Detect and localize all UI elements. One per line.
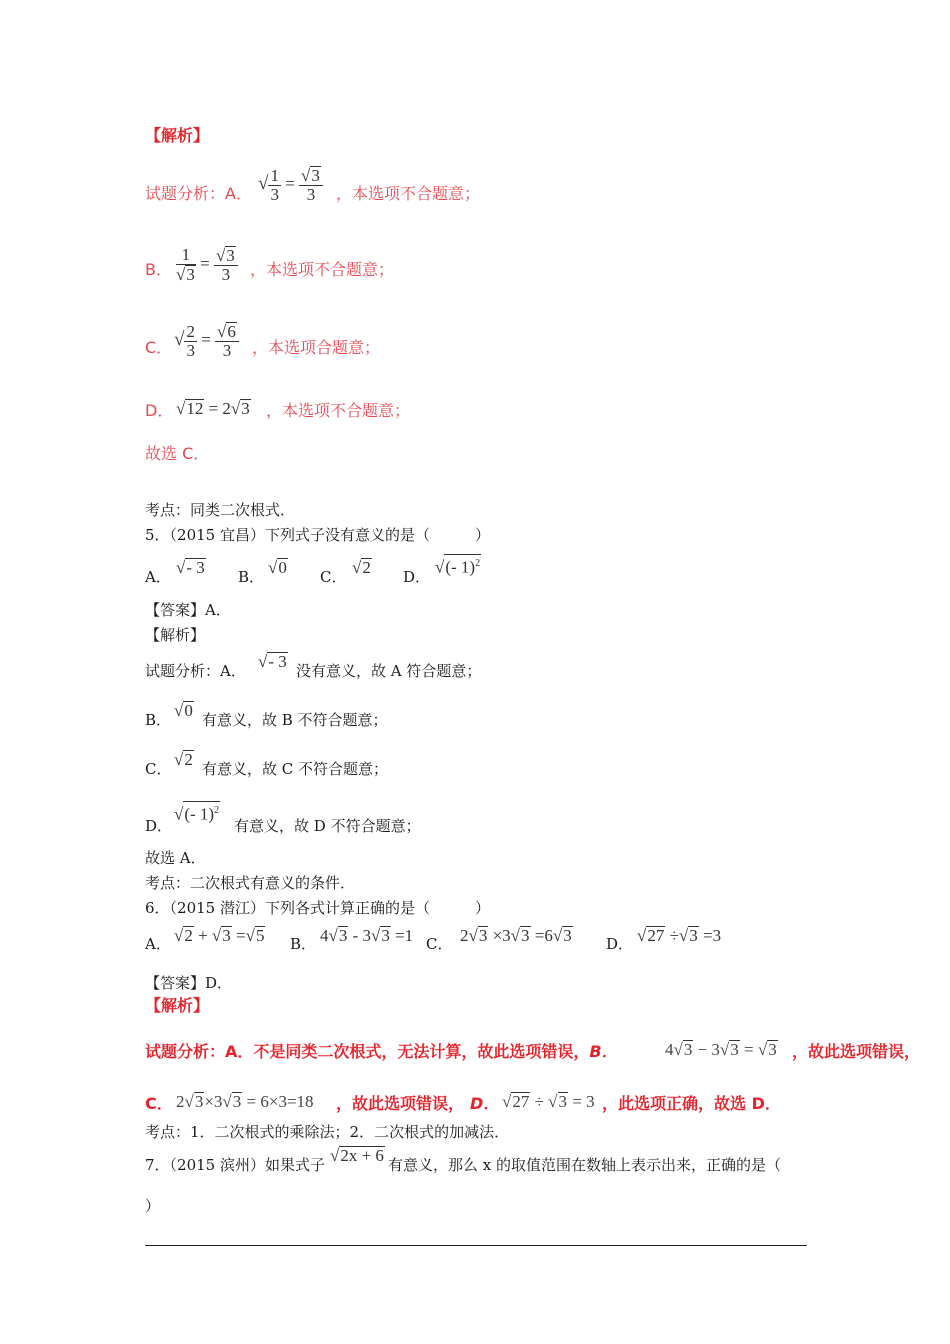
q5-analysis-b-suffix: 有意义，故 B 不符合题意； <box>202 711 388 729</box>
formula-d: √12 = 2√3 <box>176 399 250 418</box>
q5-analysis-a-suffix: 没有意义，故 A 符合题意； <box>296 662 482 680</box>
q5-title: 5．（2015 宜昌）下列式子没有意义的是（ ） <box>145 526 490 544</box>
formula-c: √ $\frac{2}{3}$ = $\frac{√6}{3}$ <box>174 322 239 360</box>
q6-red-formula-c: 2√3×3√3 = 6×3=18 <box>176 1092 314 1111</box>
q6-opt-d-label: D． <box>606 935 634 953</box>
q5-opt-c-label: C． <box>320 568 347 586</box>
formula-a: √ $\frac{1}{3}$ = $\frac{√3}{3}$ <box>258 166 323 204</box>
analysis-header: 【解析】 <box>145 126 210 145</box>
q6-opt-c-label: C． <box>426 935 453 953</box>
q6-analysis-header: 【解析】 <box>145 996 210 1015</box>
q6-opt-a-formula: √2 + √3 =√5 <box>174 926 265 945</box>
analysis-b-prefix: B． <box>145 260 172 279</box>
kaodian-1: 考点：同类二次根式． <box>145 501 296 519</box>
q6-red-formula-b: 4√3 − 3√3 = √3 <box>665 1040 777 1059</box>
analysis-c-suffix: ，本选项合题意； <box>252 338 381 357</box>
analysis-b-suffix: ，本选项不合题意； <box>250 260 395 279</box>
q5-answer: 【答案】A． <box>145 601 231 619</box>
q5-analysis-c-prefix: C． <box>145 760 172 778</box>
q5-analysis-d-suffix: 有意义，故 D 不符合题意； <box>234 817 421 835</box>
analysis-a-suffix: ，本选项不合题意； <box>336 184 481 203</box>
q5-analysis-a-prefix: 试题分析：A． <box>145 662 246 680</box>
q7-close: ） <box>145 1197 161 1215</box>
q5-analysis-b-prefix: B． <box>145 711 172 729</box>
analysis-option-a <box>145 184 252 204</box>
q6-red-line-2-d: D． <box>470 1094 500 1113</box>
kaodian-2: 考点：二次根式有意义的条件． <box>145 874 356 892</box>
q5-opt-d-formula: √(- 1)$^2$ <box>435 554 481 578</box>
q6-opt-d-formula: √27 ÷√3 =3 <box>637 926 722 945</box>
q5-opt-d-label: D． <box>403 568 431 586</box>
analysis-d-prefix: D． <box>145 401 174 420</box>
q5-analysis-header: 【解析】 <box>145 626 206 644</box>
q6-red-line-1 <box>145 1042 618 1062</box>
q7-title-prefix: 7．（2015 滨州）如果式子 <box>145 1156 325 1174</box>
q7-formula: √2x + 6 <box>330 1146 384 1165</box>
q6-red-line-2-c: C． <box>145 1094 173 1113</box>
q6-answer: 【答案】D． <box>145 974 233 992</box>
q6-opt-b-formula: 4√3 - 3√3 =1 <box>320 926 414 945</box>
q6-red-line-1-b: B． <box>589 1042 618 1061</box>
q5-conclusion: 故选 A． <box>145 849 206 867</box>
q5-analysis-c-formula: √2 <box>174 750 193 769</box>
q5-opt-a-label: A． <box>145 568 171 586</box>
q5-opt-c-formula: √2 <box>352 558 371 577</box>
q6-red-formula-d: √27 ÷ √3 = 3 <box>502 1092 595 1111</box>
footer-divider <box>145 1245 807 1246</box>
q6-red-line-1-suffix: ，故此选项错误， <box>792 1042 921 1061</box>
q5-analysis-d-prefix: D． <box>145 817 173 835</box>
q5-analysis-b-formula: √0 <box>174 701 193 720</box>
analysis-c-prefix: C． <box>145 338 173 357</box>
q6-title: 6．（2015 潜江）下列各式计算正确的是（ ） <box>145 899 490 917</box>
q6-red-line-2-end: ，此选项正确，故选 D． <box>602 1094 781 1113</box>
q5-opt-b-label: B． <box>238 568 265 586</box>
analysis-d-suffix: ，本选项不合题意； <box>266 401 411 420</box>
q6-opt-a-label: A． <box>145 935 171 953</box>
q5-analysis-d-formula: √(- 1)$^2$ <box>174 801 220 825</box>
q5-analysis-a-formula: √- 3 <box>258 652 287 671</box>
q7-title-suffix: 有意义，那么 x 的取值范围在数轴上表示出来，正确的是（ <box>388 1156 781 1174</box>
q6-red-line-2-mid: ，故此选项错误， <box>336 1094 465 1113</box>
analysis-conclusion: 故选 C． <box>145 444 210 463</box>
analysis-a-prefix: 试题分析：A． <box>145 184 252 203</box>
q6-red-line-1-text: 试题分析：A．不是同类二次根式，无法计算，故此选项错误， <box>145 1042 590 1061</box>
q5-opt-b-formula: √0 <box>268 558 287 577</box>
q5-opt-a-formula: √- 3 <box>176 558 205 577</box>
q6-opt-c-formula: 2√3 ×3√3 =6√3 <box>460 926 572 945</box>
q6-opt-b-label: B． <box>290 935 317 953</box>
formula-b: $\frac{1}{√3}$ = $\frac{√3}{3}$ <box>176 246 238 284</box>
kaodian-3: 考点：1．二次根式的乘除法；2．二次根式的加减法． <box>145 1123 510 1141</box>
q5-analysis-c-suffix: 有意义，故 C 不符合题意； <box>202 760 389 778</box>
